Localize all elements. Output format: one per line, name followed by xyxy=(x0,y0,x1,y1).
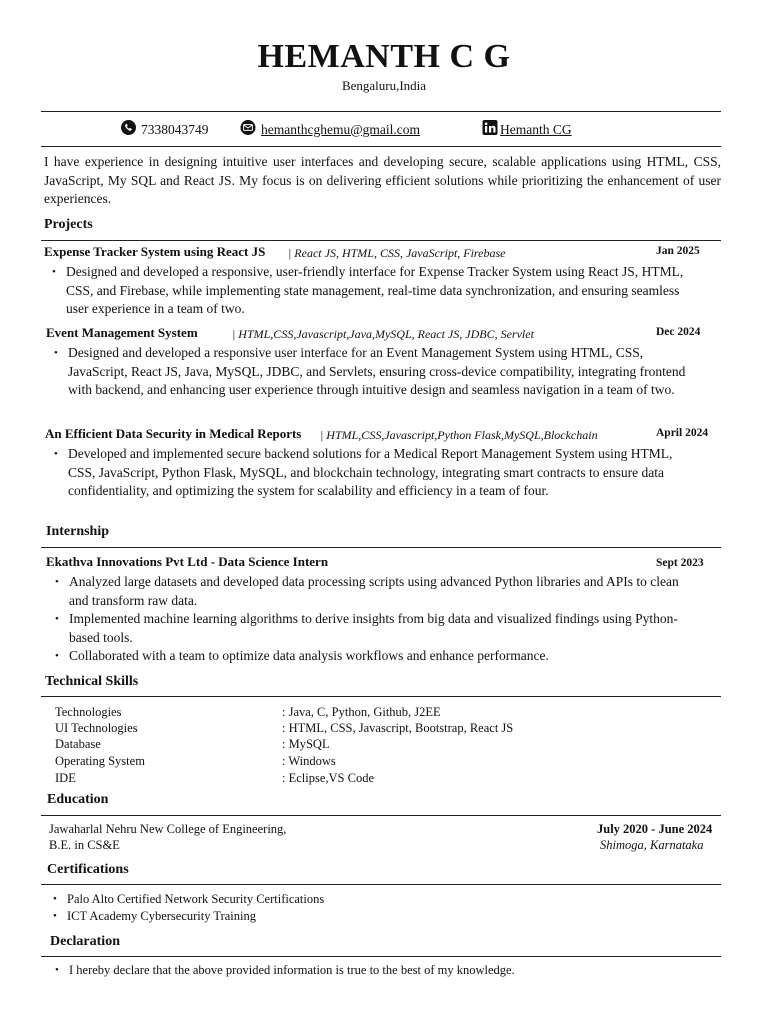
certification-list xyxy=(67,891,667,924)
declaration-text: • I hereby declare that the above provided information is true to the best of my knowledge. xyxy=(69,962,689,979)
project-bullets xyxy=(68,445,693,501)
candidate-name: HEMANTH C G xyxy=(257,38,511,75)
divider xyxy=(41,146,721,147)
list-item: • Collaborated with a team to optimize data analysis workflows and enhance performance. xyxy=(69,647,679,666)
skill-label: Technologies xyxy=(55,705,122,719)
project-date: April 2024 xyxy=(656,427,709,439)
linkedin-icon xyxy=(482,120,498,139)
candidate-location: Bengaluru,India xyxy=(341,78,427,93)
section-heading-declaration: Declaration xyxy=(50,934,120,949)
email-link[interactable]: hemanthcghemu@gmail.com xyxy=(261,121,421,137)
project-title: Event Management System xyxy=(46,325,198,340)
divider xyxy=(41,111,721,112)
internship-date: Sept 2023 xyxy=(656,557,704,569)
skill-value: : Java, C, Python, Github, J2EE xyxy=(282,705,441,719)
education-dates: July 2020 - June 2024 xyxy=(597,822,713,836)
divider xyxy=(41,884,721,885)
project-bullets xyxy=(66,263,696,319)
skill-label: Operating System xyxy=(55,754,145,768)
project-date: Dec 2024 xyxy=(656,326,701,338)
email-icon xyxy=(240,120,256,139)
project-title: Expense Tracker System using React JS xyxy=(44,244,266,259)
list-item: • Implemented machine learning algorithms to derive insights from big data and visualized findings using Python-based tools. xyxy=(69,610,679,647)
phone-contact xyxy=(121,120,209,139)
phone-icon xyxy=(121,120,136,139)
degree: B.E. in CS&E xyxy=(49,838,120,852)
section-heading-education: Education xyxy=(47,792,109,807)
project-date: Jan 2025 xyxy=(656,245,700,257)
project-tech: | HTML,CSS,Javascript,Python Flask,MySQL,Blockchain xyxy=(320,428,598,442)
project-tech: | HTML,CSS,Javascript,Java,MySQL, React JS, JDBC, Servlet xyxy=(232,327,534,341)
internship-bullets xyxy=(69,573,679,666)
project-title: An Efficient Data Security in Medical Reports xyxy=(45,426,302,441)
divider xyxy=(41,956,721,957)
linkedin-link[interactable]: Hemanth CG xyxy=(500,121,572,137)
list-item: • ICT Academy Cybersecurity Training xyxy=(67,908,667,925)
skill-value: : HTML, CSS, Javascript, Bootstrap, React JS xyxy=(282,721,514,735)
section-heading-internship: Internship xyxy=(46,524,110,539)
divider xyxy=(41,547,721,548)
project-bullets xyxy=(68,344,688,400)
skill-label: IDE xyxy=(55,771,76,785)
email-contact[interactable] xyxy=(240,120,420,139)
section-heading-projects: Projects xyxy=(44,217,93,232)
skill-value: : Windows xyxy=(282,754,336,768)
internship-title: Ekathva Innovations Pvt Ltd - Data Science Intern xyxy=(46,554,329,569)
section-heading-certifications: Certifications xyxy=(47,862,129,877)
skill-value: : Eclipse,VS Code xyxy=(282,771,375,785)
skill-value: : MySQL xyxy=(282,737,330,751)
linkedin-contact[interactable] xyxy=(482,120,572,139)
project-tech: | React JS, HTML, CSS, JavaScript, Firebase xyxy=(288,246,506,260)
list-item: • Analyzed large datasets and developed data processing scripts using advanced Python libraries and APIs to clean and transform raw data. xyxy=(69,573,679,610)
phone-number: 7338043749 xyxy=(141,121,209,137)
college-name: Jawaharlal Nehru New College of Engineering, xyxy=(49,822,287,836)
list-item: • Developed and implemented secure backend solutions for a Medical Report Management System using HTML, CSS, JavaScript, Python Flask, MySQL, and blockchain technology, integrating smart contracts to ensure data confidentiality, and optimizing the system for scalability and efficiency in a team of four. xyxy=(68,445,693,501)
profile-summary: I have experience in designing intuitive user interfaces and developing secure, scalable applications using HTML, CSS, JavaScript, My SQL and React JS. My focus is on delivering efficient solutions while prioritizing the enhancement of user experiences. xyxy=(44,154,721,206)
declaration-list xyxy=(69,962,689,979)
education-place: Shimoga, Karnataka xyxy=(600,838,704,852)
list-item: • Designed and developed a responsive, user-friendly interface for Expense Tracker System using React JS, HTML, CSS, and Firebase, while implementing state management, real-time data synchronization, and ensuring seamless user experience in a team of two. xyxy=(66,263,696,319)
skill-label: UI Technologies xyxy=(55,721,138,735)
divider xyxy=(41,696,721,697)
skill-label: Database xyxy=(55,737,101,751)
divider xyxy=(41,240,721,241)
list-item: • Designed and developed a responsive user interface for an Event Management System using HTML, CSS, JavaScript, React JS, Java, MySQL, JDBC, and Servlets, ensuring cross-device compatibility, integrating frontend with backend, and enhancing user experience through intuitive design and seamless navigation in a team of two. xyxy=(68,344,688,400)
divider xyxy=(41,815,721,816)
list-item: • Palo Alto Certified Network Security Certifications xyxy=(67,891,667,908)
section-heading-skills: Technical Skills xyxy=(45,674,139,689)
